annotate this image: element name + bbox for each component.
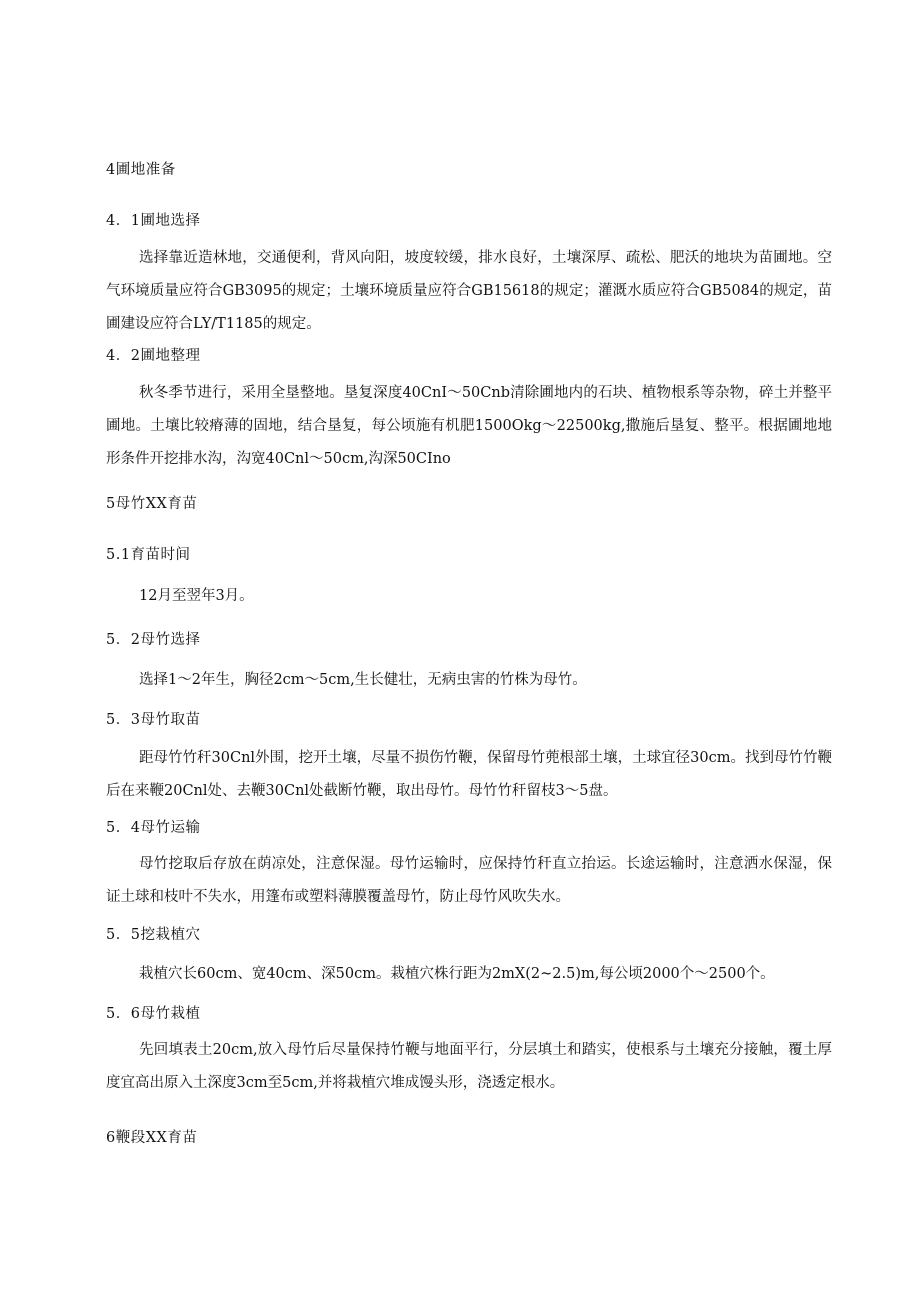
section-5-4-paragraph: 母竹挖取后存放在荫凉处，注意保湿。母竹运输时，应保持竹秆直立抬运。长途运输时，注意洒水保湿，保证土球和枝叶不失水，用篷布或塑料薄膜覆盖母竹，防止母竹风吹失水。 — [106, 856, 832, 905]
section-4-heading: 4圃地准备 — [106, 162, 176, 178]
section-5-2-heading: 5．2母竹选择 — [106, 632, 201, 648]
section-5-6-heading: 5．6母竹栽植 — [106, 1006, 201, 1022]
section-4-1-heading: 4．1圃地选择 — [106, 213, 201, 229]
section-4-2-paragraph: 秋冬季节进行，采用全垦整地。垦复深度40CnI～50Cnb清除圃地内的石块、植物根系等杂物，碎土并整平圃地。土壤比较瘠薄的固地，结合垦复，每公顷施有机肥1500Okg～22500kg,撒施后垦复、整平。根据圃地地形条件开挖排水沟，沟宽40Cnl～50cm,沟深50CIno — [106, 385, 832, 467]
section-4-1-paragraph: 选择靠近造林地，交通便利，背风向阳，坡度较缓，排水良好，土壤深厚、疏松、肥沃的地块为苗圃地。空气环境质量应符合GB3095的规定；土壤环境质量应符合GB15618的规定；灌溉水质应符合GB5084的规定，苗圃建设应符合LY/T1185的规定。 — [106, 250, 832, 332]
section-5-1-heading: 5.1育苗时间 — [106, 547, 191, 563]
section-5-3-heading: 5．3母竹取苗 — [106, 712, 201, 728]
section-5-heading: 5母竹XX育苗 — [106, 496, 198, 512]
section-5-3-paragraph: 距母竹竹秆30Cnl外围，挖开土壤，尽量不损伤竹鞭，保留母竹蔸根部土壤，土球宜径30cm。找到母竹竹鞭后在来鞭20Cnl处、去鞭30Cnl处截断竹鞭，取出母竹。母竹竹秆留枝3～5盘。 — [106, 750, 832, 799]
section-5-5-heading: 5．5挖栽植穴 — [106, 927, 201, 943]
section-5-1-paragraph: 12月至翌年3月。 — [139, 588, 254, 604]
section-4-2-heading: 4．2圃地整理 — [106, 348, 201, 364]
section-5-4-heading: 5．4母竹运输 — [106, 820, 201, 836]
section-5-6-paragraph: 先回填表土20cm,放入母竹后尽量保持竹鞭与地面平行，分层填土和踏实，使根系与土壤充分接触，覆土厚度宜高出原入土深度3cm至5cm,并将栽植穴堆成馒头形，浇透定根水。 — [106, 1042, 832, 1091]
section-6-heading: 6鞭段XX育苗 — [106, 1130, 198, 1146]
section-5-2-paragraph: 选择1～2年生，胸径2cm～5cm,生长健壮，无病虫害的竹株为母竹。 — [139, 672, 587, 688]
section-5-5-paragraph: 栽植穴长60cm、宽40cm、深50cm。栽植穴株行距为2mX(2~2.5)m,每公顷2000个～2500个。 — [139, 966, 775, 982]
